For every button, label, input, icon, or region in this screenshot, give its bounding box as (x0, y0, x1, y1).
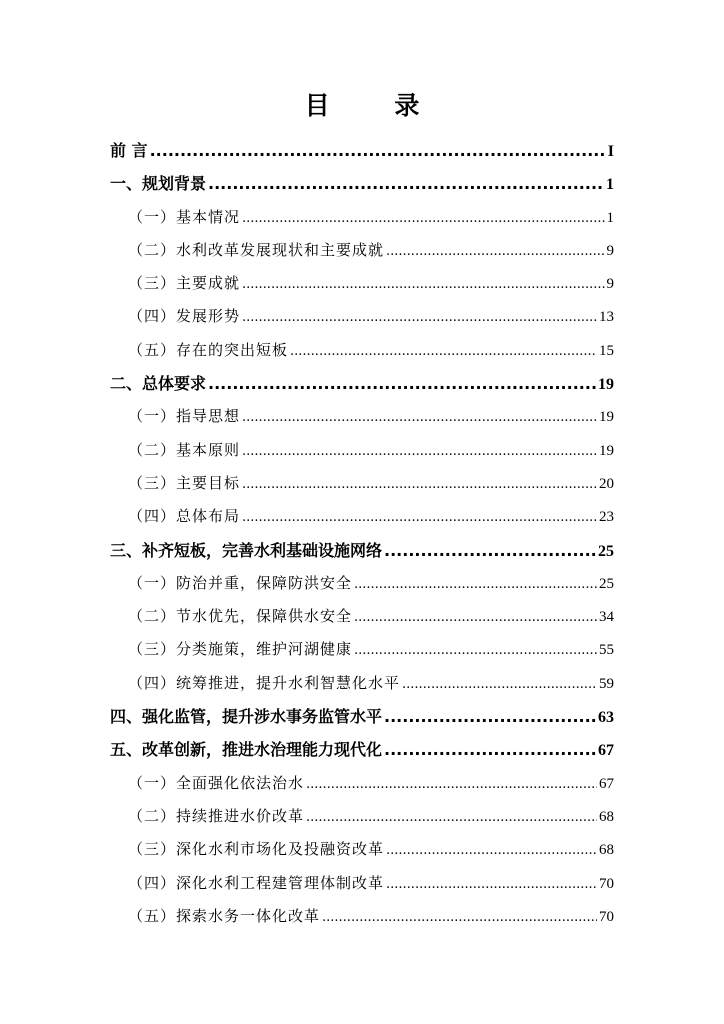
toc-entry-label: （三）深化水利市场化及投融资改革 (128, 840, 385, 859)
toc-entry-section[interactable] (110, 500, 614, 533)
toc-entry-section[interactable] (110, 600, 614, 633)
toc-entry-label: （三）主要目标 (128, 473, 241, 492)
toc-page-number: 19 (598, 376, 614, 394)
toc-entry-label: （二）基本原则 (128, 440, 241, 459)
dot-leader (402, 668, 597, 701)
toc-page-number: 25 (598, 542, 614, 560)
dot-leader (354, 601, 597, 634)
toc-page-number: 1 (606, 176, 614, 194)
toc-entry-section[interactable] (110, 833, 614, 866)
toc-entry-section[interactable] (110, 900, 614, 933)
toc-title: 目 录 (304, 91, 448, 120)
dot-leader (322, 901, 597, 934)
toc-page-number: 25 (599, 575, 614, 592)
dot-leader (306, 801, 597, 834)
dot-leader (150, 134, 606, 167)
toc-entry-chapter-4[interactable] (110, 700, 614, 733)
dot-leader (384, 733, 596, 766)
toc-page-number: 70 (599, 875, 614, 892)
toc-entry-section[interactable] (110, 434, 614, 467)
dot-leader (242, 501, 597, 534)
dot-leader (290, 335, 597, 368)
dot-leader (386, 868, 597, 901)
toc-entry-section[interactable] (110, 633, 614, 666)
dot-leader (242, 401, 597, 434)
toc-entry-label: 五、改革创新，推进水治理能力现代化 (110, 740, 383, 760)
toc-entry-label: （三）分类施策，维护河湖健康 (128, 640, 353, 659)
toc-page-number: 13 (599, 309, 614, 326)
toc-entry-label: （二）节水优先，保障供水安全 (128, 607, 353, 626)
toc-entry-label: （三）主要成就 (128, 274, 241, 293)
toc-entry-label: （四）统筹推进，提升水利智慧化水平 (128, 673, 401, 692)
toc-page-number: 19 (599, 409, 614, 426)
toc-page-number: 59 (599, 675, 614, 692)
dot-leader (242, 301, 597, 334)
toc-page-number: 63 (598, 709, 614, 727)
toc-entry-section[interactable] (110, 400, 614, 433)
toc-entry-section[interactable] (110, 201, 614, 234)
toc-entry-section[interactable] (110, 567, 614, 600)
toc-entry-section[interactable] (110, 667, 614, 700)
table-of-contents (110, 134, 614, 933)
toc-entry-section[interactable] (110, 234, 614, 267)
toc-entry-section[interactable] (110, 300, 614, 333)
dot-leader (242, 202, 604, 235)
toc-entry-section[interactable] (110, 467, 614, 500)
toc-page-number: 23 (599, 509, 614, 526)
dot-leader (306, 768, 597, 801)
toc-entry-label: （一）指导思想 (128, 407, 241, 426)
dot-leader (354, 568, 597, 601)
toc-entry-label: （二）水利改革发展现状和主要成就 (128, 240, 385, 259)
toc-entry-label: 一、规划背景 (110, 174, 207, 194)
dot-leader (354, 634, 597, 667)
dot-leader (386, 235, 604, 268)
toc-page-number: 1 (606, 209, 614, 226)
toc-entry-label: 四、强化监管，提升涉水事务监管水平 (110, 707, 383, 727)
dot-leader (386, 834, 597, 867)
toc-entry-label: （四）发展形势 (128, 307, 241, 326)
toc-entry-section[interactable] (110, 267, 614, 300)
toc-entry-label: （一）基本情况 (128, 207, 241, 226)
toc-page-number: 67 (598, 742, 614, 760)
toc-entry-label: （五）存在的突出短板 (128, 340, 289, 359)
toc-entry-preface[interactable] (110, 134, 614, 167)
toc-entry-label: 前 言 (110, 141, 148, 160)
toc-entry-section[interactable] (110, 334, 614, 367)
toc-entry-label: （四）总体布局 (128, 507, 241, 526)
dot-leader (384, 534, 596, 567)
toc-page-number: 70 (599, 908, 614, 925)
toc-entry-section[interactable] (110, 767, 614, 800)
dot-leader (384, 700, 596, 733)
toc-page-number: 34 (599, 609, 614, 626)
toc-page-number: 55 (599, 642, 614, 659)
toc-entry-label: （四）深化水利工程建管理体制改革 (128, 873, 385, 892)
toc-page-number: 15 (599, 342, 614, 359)
toc-entry-chapter-3[interactable] (110, 534, 614, 567)
toc-page-number: 9 (606, 242, 614, 259)
toc-page-number: 19 (599, 442, 614, 459)
toc-page-number: 67 (599, 775, 614, 792)
toc-entry-label: （五）探索水务一体化改革 (128, 906, 321, 925)
toc-entry-label: 二、总体要求 (110, 374, 207, 394)
toc-page-number: 9 (606, 276, 614, 293)
toc-entry-label: 三、补齐短板，完善水利基础设施网络 (110, 540, 383, 560)
dot-leader (208, 367, 596, 400)
toc-page-number: I (607, 143, 614, 160)
toc-entry-label: （一）防治并重，保障防洪安全 (128, 573, 353, 592)
toc-page-number: 20 (599, 475, 614, 492)
dot-leader (242, 468, 597, 501)
dot-leader (242, 268, 604, 301)
toc-entry-chapter-1[interactable] (110, 167, 614, 200)
dot-leader (208, 167, 604, 200)
toc-page-number: 68 (599, 808, 614, 825)
toc-entry-section[interactable] (110, 800, 614, 833)
toc-entry-label: （二）持续推进水价改革 (128, 806, 305, 825)
toc-entry-chapter-2[interactable] (110, 367, 614, 400)
toc-entry-chapter-5[interactable] (110, 733, 614, 766)
toc-entry-label: （一）全面强化依法治水 (128, 773, 305, 792)
toc-entry-section[interactable] (110, 867, 614, 900)
toc-page-number: 68 (599, 842, 614, 859)
dot-leader (242, 435, 597, 468)
